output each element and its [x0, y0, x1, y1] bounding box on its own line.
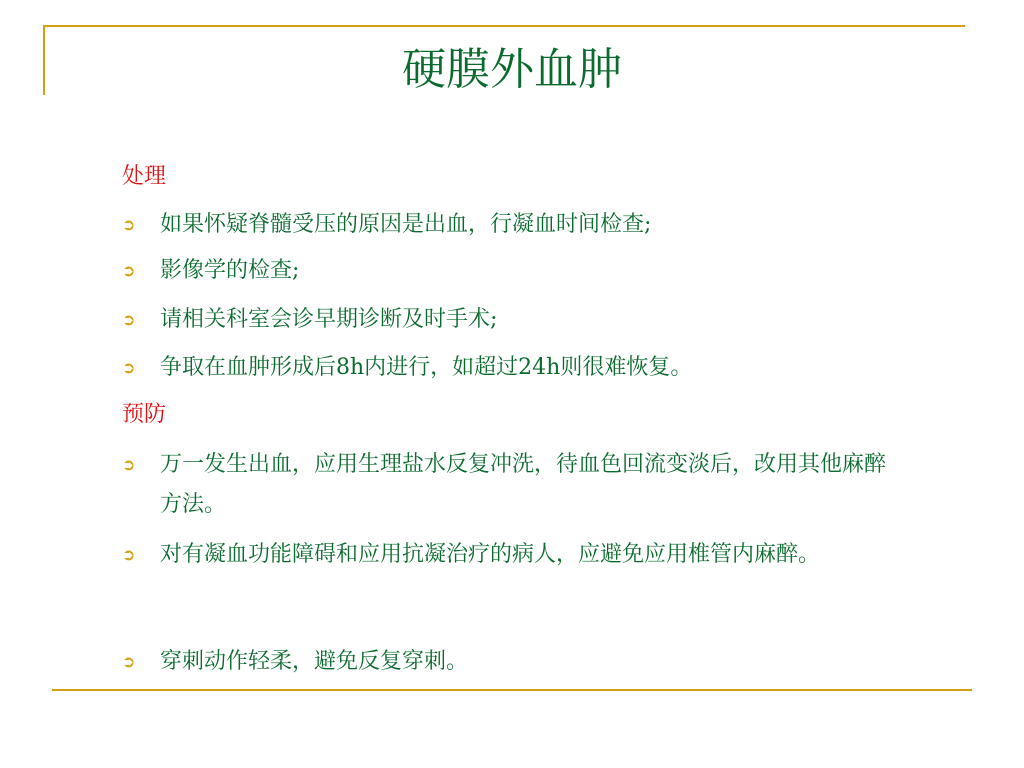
- top-decorative-line: [43, 25, 965, 27]
- list-item: [122, 445, 922, 525]
- list-item: [122, 642, 922, 682]
- list-item: [122, 251, 922, 291]
- curved-arrow-icon: ➲: [122, 358, 136, 377]
- curved-arrow-icon: ➲: [122, 545, 136, 564]
- curved-arrow-icon: ➲: [122, 215, 136, 234]
- bottom-decorative-line: [52, 689, 972, 691]
- bullet-text: 万一发生出血，应用生理盐水反复冲洗，待血色回流变淡后，改用其他麻醉方法。: [160, 452, 887, 517]
- section-heading-treatment: 处理: [122, 164, 167, 189]
- list-item: [122, 535, 922, 575]
- bullet-text: 如果怀疑脊髓受压的原因是出血，行凝血时间检查;: [160, 212, 652, 237]
- list-item: [122, 205, 922, 245]
- bullet-text: 请相关科室会诊早期诊断及时手术;: [160, 307, 498, 332]
- list-item: [122, 300, 922, 340]
- curved-arrow-icon: ➲: [122, 261, 136, 280]
- bullet-text: 争取在血肿形成后8h内进行，如超过24h则很难恢复。: [160, 355, 693, 380]
- list-item: [122, 348, 922, 388]
- curved-arrow-icon: ➲: [122, 455, 136, 474]
- slide-title: 硬膜外血肿: [402, 44, 622, 95]
- bullet-text: 对有凝血功能障碍和应用抗凝治疗的病人，应避免应用椎管内麻醉。: [160, 542, 821, 567]
- section-heading-prevention: 预防: [122, 402, 167, 427]
- bullet-text: 穿刺动作轻柔，避免反复穿刺。: [160, 649, 469, 674]
- curved-arrow-icon: ➲: [122, 310, 136, 329]
- bullet-text: 影像学的检查;: [160, 258, 300, 283]
- curved-arrow-icon: ➲: [122, 652, 136, 671]
